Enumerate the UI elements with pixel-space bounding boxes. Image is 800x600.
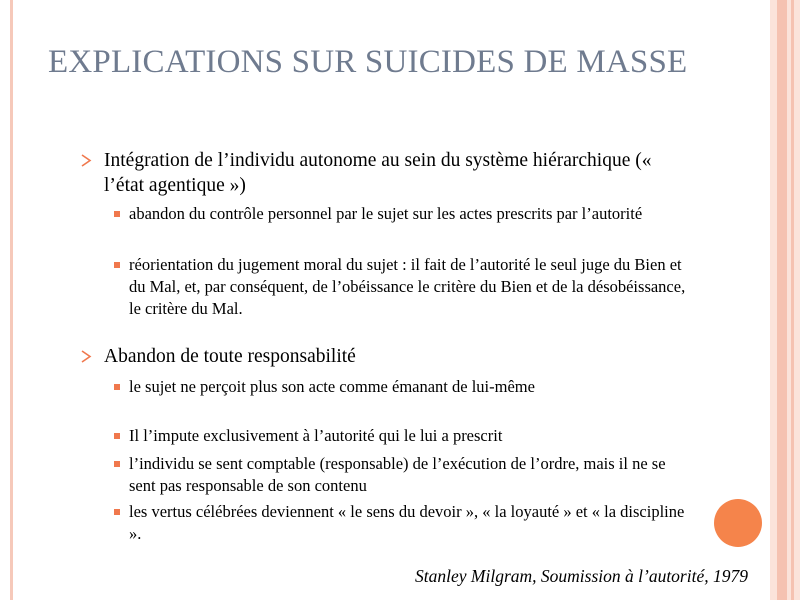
sub-bullet-text: Il l’impute exclusivement à l’autorité qui le lui a prescrit — [129, 426, 503, 445]
citation: Stanley Milgram, Soumission à l’autorité, 1979 — [415, 566, 748, 586]
right-border-line — [791, 0, 794, 600]
sub-bullet-item — [129, 203, 689, 225]
square-bullet-icon — [114, 384, 120, 390]
square-bullet-icon — [114, 509, 120, 515]
bullet-text: Intégration de l’individu autonome au sein du système hiérarchique (« l’état agentique ») — [104, 150, 652, 196]
square-bullet-icon — [114, 262, 120, 268]
sub-bullet-item — [129, 453, 689, 497]
sub-bullet-text: les vertus célébrées deviennent « le sens du devoir », « la loyauté » et « la discipline ». — [129, 502, 685, 543]
sub-bullet-text: l’individu se sent comptable (responsable) de l’exécution de l’ordre, mais il ne se sent pas responsable de son contenu — [129, 454, 666, 495]
sub-bullet-item — [129, 425, 689, 447]
left-border — [10, 0, 13, 600]
sub-bullet-item — [129, 501, 689, 545]
sub-bullet-text: le sujet ne perçoit plus son acte comme émanant de lui-même — [129, 377, 535, 396]
arrow-bullet-icon — [79, 148, 95, 173]
square-bullet-icon — [114, 211, 120, 217]
sub-bullet-item — [129, 376, 689, 398]
sub-bullet-text: abandon du contrôle personnel par le sujet sur les actes prescrits par l’autorité — [129, 204, 643, 223]
square-bullet-icon — [114, 433, 120, 439]
right-border-stripe — [777, 0, 787, 600]
slide-title: EXPLICATIONS SUR SUICIDES DE MASSE — [48, 44, 688, 80]
square-bullet-icon — [114, 461, 120, 467]
bullet-item — [104, 344, 664, 369]
sub-bullet-text: réorientation du jugement moral du sujet : il fait de l’autorité le seul juge du Bien et du Mal, et, par conséquent, de l’obéissance le critère du Bien et de la désobéissance, le critère du Mal. — [129, 255, 686, 318]
sub-bullet-item — [129, 254, 689, 320]
bullet-item — [104, 148, 664, 198]
arrow-bullet-icon — [79, 344, 95, 369]
bullet-text: Abandon de toute responsabilité — [104, 346, 356, 367]
accent-circle — [714, 499, 762, 547]
